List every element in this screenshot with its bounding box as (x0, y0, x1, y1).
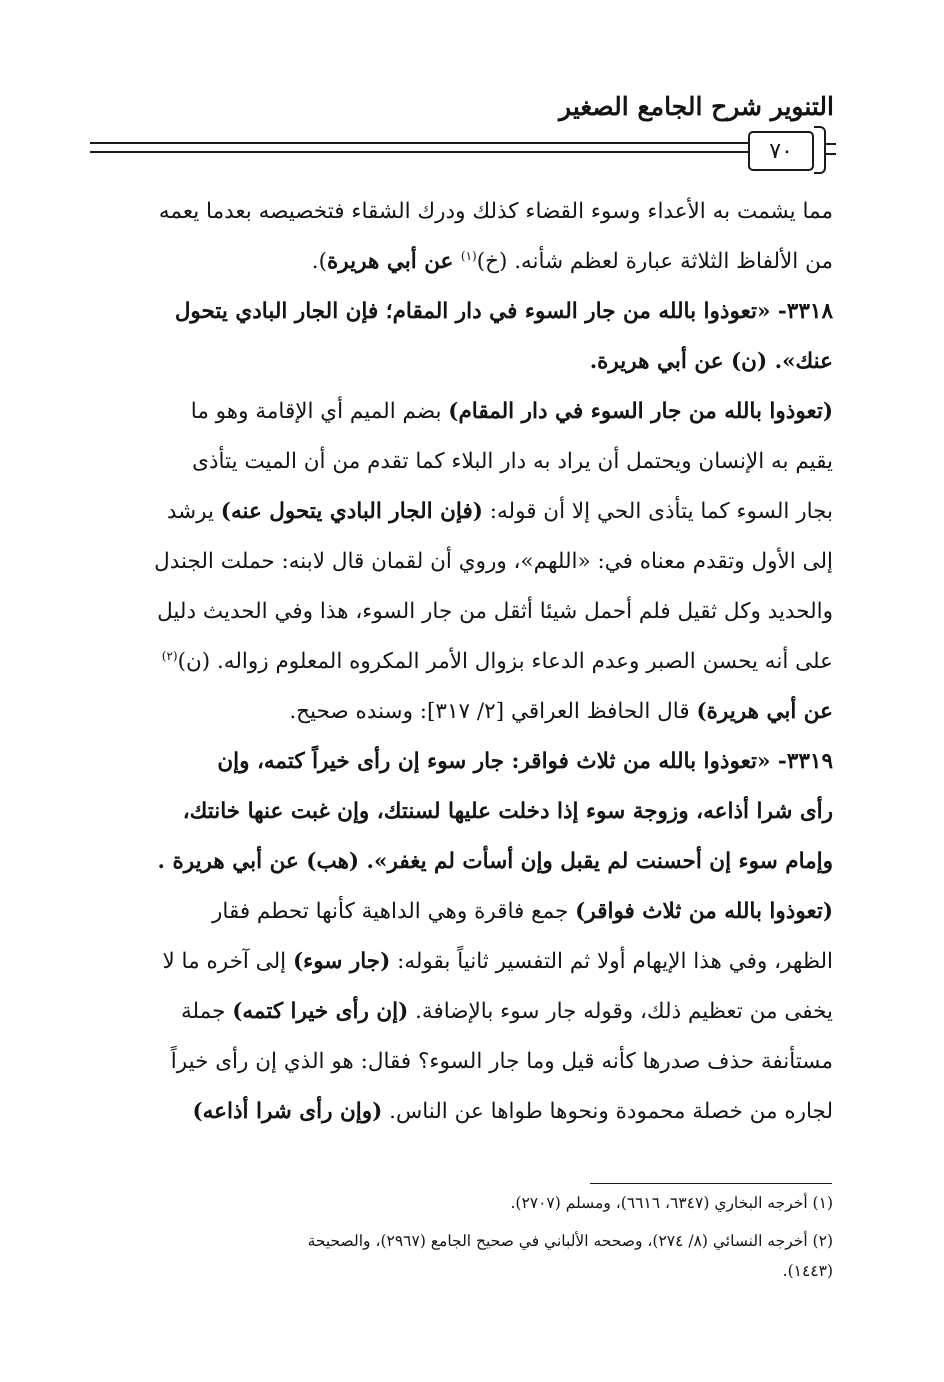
header-rule-bottom (90, 151, 750, 153)
bold-segment: (وإن رأى شرا أذاعه) (192, 1099, 383, 1124)
body-line (88, 287, 833, 337)
text-segment: ). (311, 249, 328, 274)
body-line (88, 937, 833, 987)
footnote-rule (590, 1183, 832, 1184)
text-segment: إلى آخره ما لا (162, 949, 293, 974)
body-line (88, 587, 833, 637)
body-line (88, 837, 833, 887)
footnote-1: (١) أخرجه البخاري (٦٣٤٧، ٦٦١٦)، ومسلم (٢٧٠٧). (510, 1194, 833, 1212)
text-segment: يقيم به الإنسان ويحتمل أن يراد به دار البلاء كما تقدم من أن الميت يتأذى (192, 449, 833, 474)
footnote-2: (٢) أخرجه النسائي (٨/ ٢٧٤)، وصححه الألباني في صحيح الجامع (٢٩٦٧)، والصحيحة (307, 1232, 833, 1250)
body-line (88, 1037, 833, 1087)
text-segment: يخفى من تعظيم ذلك، وقوله جار سوء بالإضافة. (408, 999, 833, 1024)
body-line (88, 687, 833, 737)
bold-segment: (تعوذوا بالله من جار السوء في دار المقام) (448, 399, 833, 424)
text-segment: من الألفاظ الثلاثة عبارة لعظم شأنه. (خ) (476, 249, 833, 274)
body-line (88, 437, 833, 487)
body-line (88, 987, 833, 1037)
bold-segment: ٣٣١٨- «تعوذوا بالله من جار السوء في دار المقام؛ فإن الجار البادي يتحول (174, 299, 833, 324)
running-title: التنوير شرح الجامع الصغير (559, 92, 834, 121)
body-line (88, 187, 833, 237)
bold-segment: ٣٣١٩- «تعوذوا بالله من ثلاث فواقر: جار سوء إن رأى خيراً كتمه، وإن (217, 749, 833, 774)
text-segment: جمع فاقرة وهي الداهية كأنها تحطم فقار (212, 899, 576, 924)
page-number: ٧٠ (748, 131, 814, 171)
body-line (88, 737, 833, 787)
bold-segment: رأى شرا أذاعه، وزوجة سوء إذا دخلت عليها لسنتك، وإن غبت عنها خانتك، (182, 799, 833, 824)
text-segment: والحديد وكل ثقيل فلم أحمل شيئا أثقل من جار السوء، هذا وفي الحديث دليل (157, 599, 833, 624)
text-segment: جملة (181, 999, 233, 1024)
text-segment: مستأنفة حذف صدرها كأنه قيل وما جار السوء؟ فقال: هو الذي إن رأى خيراً (170, 1049, 833, 1074)
bold-segment: (فإن الجار البادي يتحول عنه) (220, 499, 483, 524)
text-segment: بضم الميم أي الإقامة وهو ما (190, 399, 449, 424)
header-rule-top (90, 142, 750, 144)
text-segment: مما يشمت به الأعداء وسوء القضاء كذلك ودرك الشقاء فتخصيصه بعدما يعمه (158, 199, 833, 224)
body-line (88, 887, 833, 937)
page-number-ornament-tick (826, 143, 836, 155)
body-line (88, 1087, 833, 1137)
text-segment: قال الحافظ العراقي [٢/ ٣١٧]: وسنده صحيح. (289, 699, 697, 724)
bold-segment: (تعوذوا بالله من ثلاث فواقر) (575, 899, 833, 924)
body-line (88, 237, 833, 287)
bold-segment: (إن رأى خيرا كتمه) (232, 999, 409, 1024)
footnote-2-continued: (١٤٤٣). (782, 1262, 833, 1280)
text-segment: لجاره من خصلة محمودة ونحوها طواها عن الناس. (382, 1099, 833, 1124)
footnote-marker: (٢) (161, 648, 178, 663)
body-line (88, 337, 833, 387)
text-segment: إلى الأول وتقدم معناه في: «اللهم»، وروي أن لقمان قال لابنه: حملت الجندل (154, 549, 833, 574)
body-line (88, 537, 833, 587)
page-number-ornament (814, 126, 826, 174)
bold-segment: وإمام سوء إن أحسنت لم يقبل وإن أسأت لم يغفر». (هب) عن أبي هريرة . (157, 849, 833, 874)
body-line (88, 637, 833, 687)
bold-segment: عن أبي هريرة) (696, 699, 833, 724)
text-segment: يرشد (166, 499, 221, 524)
bold-segment: عنك». (ن) عن أبي هريرة. (589, 349, 833, 374)
text-segment: بجار السوء كما يتأذى الحي إلا أن قوله: (482, 499, 833, 524)
text-segment: على أنه يحسن الصبر وعدم الدعاء بزوال الأمر المكروه المعلوم زواله. (ن) (177, 649, 833, 674)
bold-segment: (جار سوء) (292, 949, 391, 974)
footnote-marker: (١) (460, 248, 477, 263)
bold-segment: عن أبي هريرة (327, 249, 461, 274)
text-segment: الظهر، وفي هذا الإيهام أولا ثم التفسير ثانياً بقوله: (390, 949, 833, 974)
body-line (88, 487, 833, 537)
body-line (88, 787, 833, 837)
body-line (88, 387, 833, 437)
